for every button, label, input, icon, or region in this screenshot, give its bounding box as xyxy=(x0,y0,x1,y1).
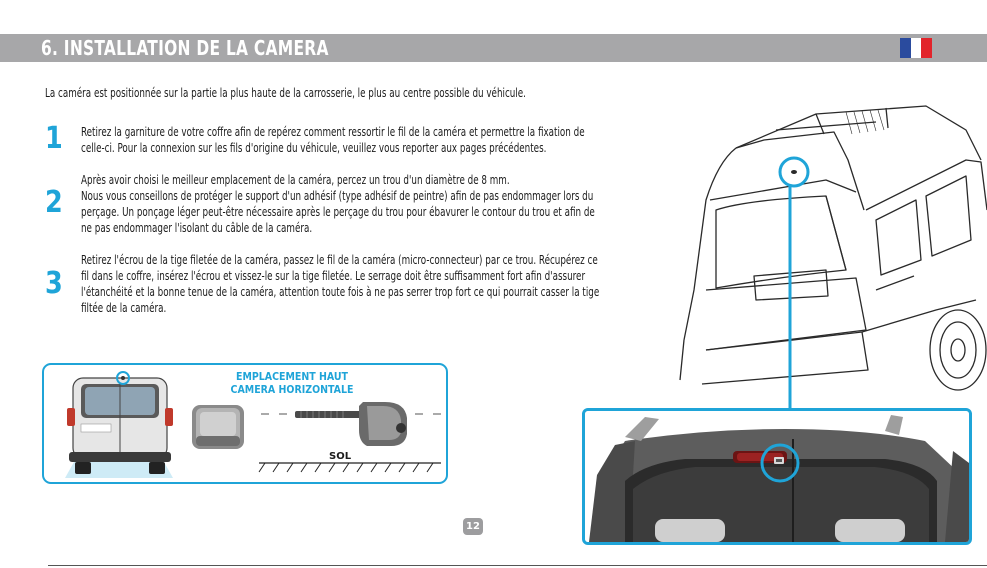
step-1-number: 1 xyxy=(45,121,63,156)
step-2-line-2: Nous vous conseillons de protéger le support d'un adhésif (type adhésif de peintre) afin de pas endommager lors du xyxy=(81,188,594,203)
step-3-text xyxy=(81,252,599,316)
camera-side-illustration xyxy=(255,396,445,474)
page-number-badge: 12 xyxy=(463,518,483,535)
step-3-line-2: fil dans le coffre, insérez l'écrou et vissez-le sur la tige filetée. Le serrage doit être suffisamment fort afin d'assurer xyxy=(81,268,586,283)
step-3-line-3: l'étanchéité et la bonne tenue de la caméra, attention toute fois à ne pas serrer trop fort ce qui pourrait casser la tige xyxy=(81,284,600,299)
diagram-label xyxy=(222,371,362,397)
bottom-rule xyxy=(48,565,987,566)
intro-text: La caméra est positionnée sur la partie la plus haute de la carrosserie, le plus au centre possible du véhicule. xyxy=(45,85,526,100)
step-2-number: 2 xyxy=(45,185,63,220)
step-3-line-4: filtée de la caméra. xyxy=(81,300,167,315)
step-3-number: 3 xyxy=(45,266,63,301)
callout-connector-line xyxy=(786,184,794,446)
diagram-label-line-2: CAMERA HORIZONTALE xyxy=(230,384,354,396)
step-2-line-4: ne pas endommager l'isolant du câble de la caméra. xyxy=(81,220,313,235)
van-rear-illustration xyxy=(55,368,185,480)
step-3-line-1: Retirez l'écrou de la tige filetée de la caméra, passez le fil de la caméra (micro-connecteur) par ce trou. Récupérez ce xyxy=(81,252,598,267)
flag-blue-stripe xyxy=(900,38,911,58)
step-1-line-2: celle-ci. Pour la connexion sur les fils d'origine du véhicule, veuillez vous reporter aux pages précédentes. xyxy=(81,140,547,155)
suv-rear-line-drawing xyxy=(676,100,987,410)
ground-label: SOL xyxy=(329,451,352,462)
flag-white-stripe xyxy=(911,38,922,58)
diagram-label-line-1: EMPLACEMENT HAUT xyxy=(236,371,348,383)
flag-red-stripe xyxy=(921,38,932,58)
step-1-text xyxy=(81,124,585,156)
vehicle-rear-photo xyxy=(585,411,969,542)
step-1-line-1: Retirez la garniture de votre coffre afin de repérez comment ressortir le fil de la caméra et permettre la fixation de xyxy=(81,124,585,139)
camera-front-illustration xyxy=(190,402,246,452)
page-title: 6. INSTALLATION DE LA CAMERA xyxy=(41,36,329,60)
vehicle-photo-inset xyxy=(582,408,972,545)
step-2-line-3: perçage. Un ponçage léger peut-être nécessaire après le perçage du trou pour ébavurer le contour du trou et afin de xyxy=(81,204,595,219)
step-2-line-1: Après avoir choisi le meilleur emplacement de la caméra, percez un trou d'un diamètre de 8 mm. xyxy=(81,172,510,187)
french-flag-icon xyxy=(900,38,932,58)
step-2-text xyxy=(81,172,595,236)
